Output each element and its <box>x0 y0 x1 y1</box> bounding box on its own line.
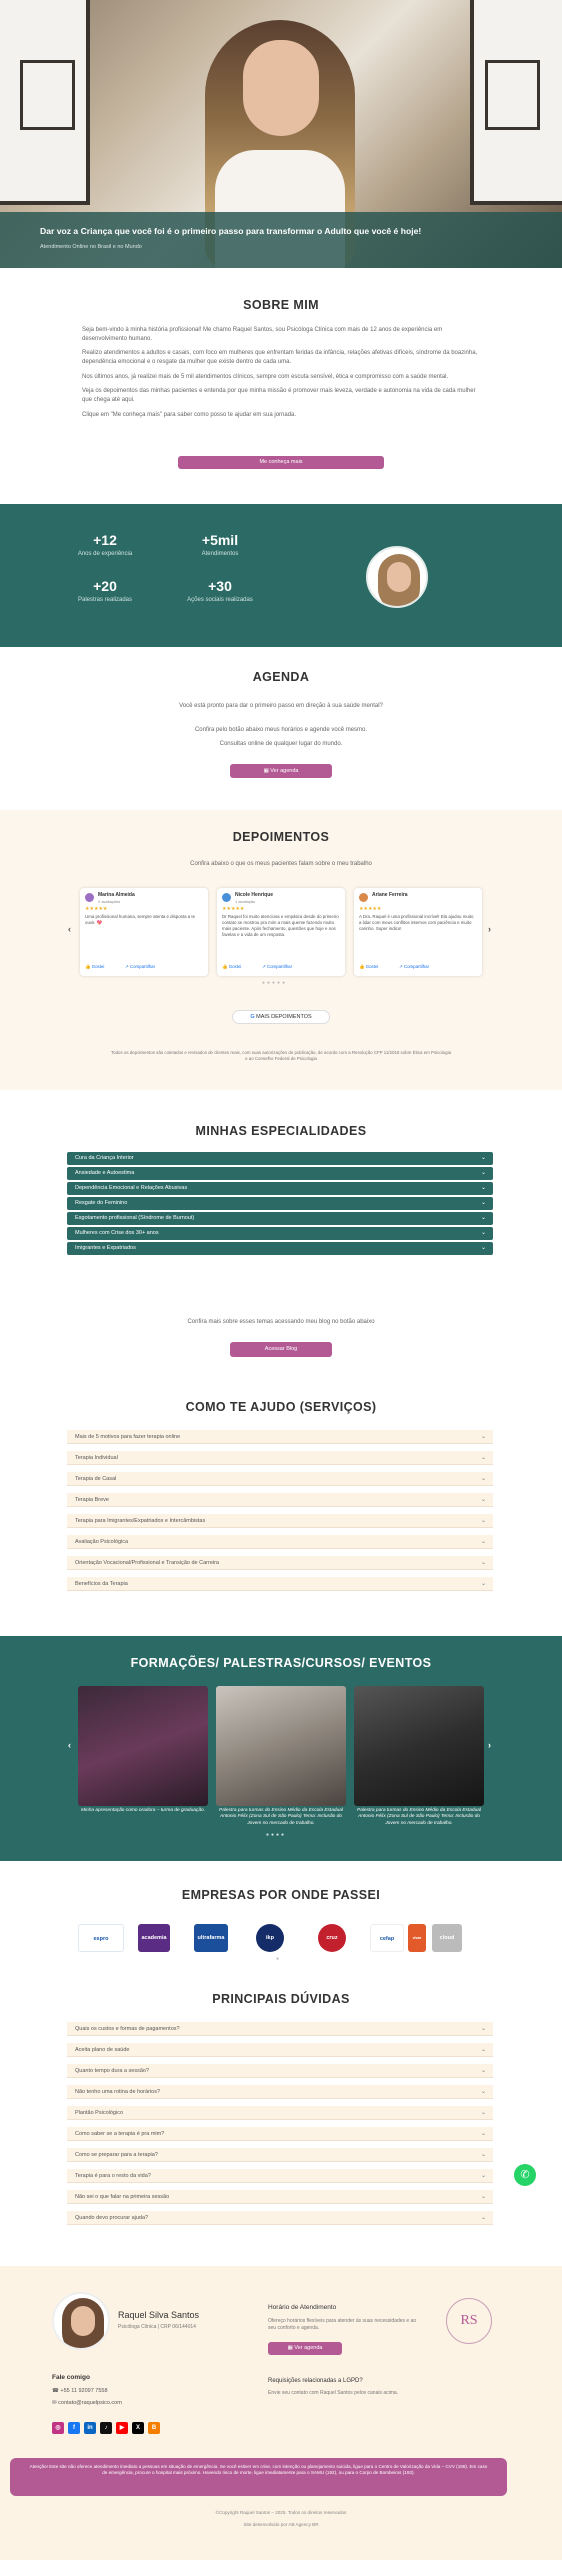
hours-title: Horário de Atendimento <box>268 2304 337 2311</box>
stats-section <box>0 504 562 647</box>
review-card <box>217 888 345 976</box>
section-title: SOBRE MIM <box>243 298 319 312</box>
section-title: COMO TE AJUDO (SERVIÇOS) <box>185 1400 377 1414</box>
hero-banner <box>0 212 562 268</box>
faq-item[interactable]: Aceita plano de saúde ⌄ <box>67 2043 493 2057</box>
like-button[interactable]: 👍 Gostei <box>85 964 105 969</box>
hero-subline: Atendimento Online no Brasil e no Mundo <box>40 244 142 250</box>
chevron-down-icon: ⌄ <box>480 1155 486 1161</box>
stat-label: Ações sociais realizadas <box>187 597 253 603</box>
review-meta: 1 avaliação <box>235 899 256 904</box>
section-title: PRINCIPAIS DÚVIDAS <box>212 1992 350 2006</box>
section-title: MINHAS ESPECIALIDADES <box>195 1124 367 1138</box>
companies-section <box>0 1876 562 1966</box>
chevron-down-icon: ⌄ <box>480 2068 486 2074</box>
stat-social <box>175 578 265 603</box>
agenda-text: Você está pronto para dar o primeiro passo em direção à sua saúde mental? <box>179 703 383 709</box>
faq-item[interactable]: Como saber se a terapia é pra mim? ⌄ <box>67 2127 493 2141</box>
faq-item[interactable]: Quanto tempo dura a sessão? ⌄ <box>67 2064 493 2078</box>
chevron-right-icon[interactable]: › <box>488 1740 491 1750</box>
linkedin-icon[interactable]: in <box>84 2422 96 2434</box>
stat-label: Palestras realizadas <box>77 597 133 603</box>
about-text <box>82 326 482 420</box>
chevron-down-icon: ⌄ <box>480 1518 486 1524</box>
rs-logo: RS <box>446 2298 492 2344</box>
faq-section <box>0 1982 562 2237</box>
chevron-down-icon: ⌄ <box>480 1245 486 1251</box>
chevron-down-icon: ⌄ <box>480 2152 486 2158</box>
testimonials-footnote: Todos os depoimentos são coletados e revisados de clientes reais, com suas autorizações de publicação, de acordo com a Resolução CFP 11/2018 sobre Ética em Psicologia e ao Conselho Federal de Psicologia <box>110 1050 452 1062</box>
about-section <box>0 280 562 502</box>
chevron-down-icon: ⌄ <box>480 2110 486 2116</box>
stat-value: +20 <box>93 578 117 594</box>
chevron-down-icon: ⌄ <box>480 1539 486 1545</box>
cloud-logo: cloud <box>432 1924 462 1952</box>
review-card <box>80 888 208 976</box>
chevron-down-icon: ⌄ <box>480 1170 486 1176</box>
button-label: Ver agenda <box>270 768 299 774</box>
chevron-left-icon[interactable]: ‹ <box>68 924 71 934</box>
service-item[interactable]: Terapia de Casal ⌄ <box>67 1472 493 1486</box>
chevron-down-icon: ⌄ <box>480 1230 486 1236</box>
see-agenda-button[interactable] <box>230 764 332 778</box>
like-button[interactable]: 👍 Gostei <box>222 964 242 969</box>
hours-text: Ofereço horários flexíveis para atender às suas necessidades e ao seu conforto e agenda. <box>268 2318 417 2331</box>
share-button[interactable]: ↗ Compartilhar <box>399 964 430 969</box>
about-paragraph: Veja os depoimentos das minhas pacientes e entenda por que minha missão é promover mais leveza, verdade e autonomia na vida de cada mulher que chega até aqui. <box>82 388 476 404</box>
google-icon: G <box>250 1014 257 1020</box>
ultrafarma-logo: ultrafarma <box>194 1924 228 1952</box>
stat-years <box>60 532 150 557</box>
youtube-icon[interactable]: ▶ <box>116 2422 128 2434</box>
faq-item[interactable]: Quando devo procurar ajuda? ⌄ <box>67 2211 493 2225</box>
service-item[interactable]: Mais de 5 motivos para fazer terapia online ⌄ <box>67 1430 493 1444</box>
specialties-section <box>0 1106 562 1346</box>
chevron-down-icon: ⌄ <box>480 1434 486 1440</box>
chevron-down-icon: ⌄ <box>480 1200 486 1206</box>
about-paragraph: Realizo atendimentos a adultos e casais, com foco em mulheres que enfrentam feridas da infância, relações afetivas difíceis, síndrome da boazinha, dependência emocional e o resgate da mulher que existe dentro de cada uma. <box>82 350 478 366</box>
chevron-down-icon: ⌄ <box>480 2194 486 2200</box>
carousel-dots[interactable]: ●●●● <box>266 1832 287 1838</box>
event-photo <box>216 1686 346 1806</box>
window-pane <box>20 60 75 130</box>
specialty-item[interactable]: Cura da Criança Interior ⌄ <box>67 1152 493 1165</box>
testimonials-section <box>0 810 562 1090</box>
chevron-down-icon: ⌄ <box>480 2173 486 2179</box>
section-title: AGENDA <box>252 670 310 684</box>
specialty-item[interactable]: Ansiedade e Autoestima ⌄ <box>67 1167 493 1180</box>
x-icon[interactable]: X <box>132 2422 144 2434</box>
star-rating: ★★★★★ <box>85 906 108 912</box>
chevron-down-icon: ⌄ <box>480 2089 486 2095</box>
service-item[interactable]: Terapia para Imigrantes/Expatriados e Intercâmbistas ⌄ <box>67 1514 493 1528</box>
chevron-down-icon: ⌄ <box>480 2047 486 2053</box>
agenda-section <box>0 660 562 802</box>
like-button[interactable]: 👍 Gostei <box>359 964 379 969</box>
chevron-down-icon: ⌄ <box>480 1455 486 1461</box>
vivae-logo: vivae <box>408 1924 426 1952</box>
blogger-icon[interactable]: B <box>148 2422 160 2434</box>
specialty-item[interactable]: Esgotamento profissional (Síndrome de Burnout) ⌄ <box>67 1212 493 1225</box>
chevron-down-icon: ⌄ <box>480 1560 486 1566</box>
service-item[interactable]: Benefícios da Terapia ⌄ <box>67 1577 493 1591</box>
event-photo <box>354 1686 484 1806</box>
footer <box>0 2266 562 2560</box>
lgpd-title: Requisições relacionadas a LGPD? <box>268 2378 363 2384</box>
service-item[interactable]: Terapia Individual ⌄ <box>67 1451 493 1465</box>
stat-talks <box>60 578 150 603</box>
testimonials-intro: Confira abaixo o que os meus pacientes falam sobre o meu trabalho <box>190 861 372 867</box>
mail-icon: ✉ <box>52 2400 59 2406</box>
blog-button[interactable]: Acessar Blog <box>230 1342 332 1357</box>
review-name: Marina Almeida <box>98 892 135 898</box>
emergency-notice: Atenção! Este site não oferece atendimento imediato a pessoas em situação de emergência. Se você estiver em crise, com intenção ou planejamento suicida, ligue para o Centro de Valorização da Vida – CVV (188). Em caso de emergência, procure o hospital mais próximo. Havendo risco de morte, ligue imediatamente para o SAMU (192), ou para o Corpo de Bombeiros (193). <box>10 2458 507 2496</box>
stat-label: Anos de experiência <box>77 551 133 557</box>
developer-credit[interactable]: Site desenvolvido por AB Agency BR <box>243 2522 319 2527</box>
faq-item[interactable]: Quais os custos e formas de pagamentos? ⌄ <box>67 2022 493 2036</box>
chevron-down-icon: ⌄ <box>480 1476 486 1482</box>
chevron-down-icon: ⌄ <box>480 2131 486 2137</box>
faq-item[interactable]: Não sei o que falar na primeira sessão ⌄ <box>67 2190 493 2204</box>
more-testimonials-button[interactable] <box>232 1010 330 1024</box>
specialty-item[interactable]: Mulheres com Crise dos 30+ anos ⌄ <box>67 1227 493 1240</box>
faq-item[interactable]: Terapia é para o resto da vida? ⌄ <box>67 2169 493 2183</box>
cefap-logo: cefap <box>370 1924 404 1952</box>
academia-logo: academia <box>138 1924 170 1952</box>
event-caption: Minha apresentação como oradora – turma de graduação. <box>81 1808 205 1813</box>
carousel-dots[interactable]: ● <box>276 1956 282 1962</box>
chevron-down-icon: ⌄ <box>480 1497 486 1503</box>
tiktok-icon[interactable]: ♪ <box>100 2422 112 2434</box>
footer-name: Raquel Silva Santos <box>118 2310 200 2320</box>
agenda-text: Confira pelo botão abaixo meus horários e agende você mesmo. <box>194 727 368 733</box>
about-paragraph: Clique em "Me conheça mais" para saber como posso te ajudar em sua jornada. <box>82 411 297 418</box>
phone-icon: ☎ <box>52 2388 61 2394</box>
lgpd-text: Envie seu contato com Raquel Santos pelos canais acima. <box>268 2390 399 2396</box>
chevron-right-icon[interactable]: › <box>488 924 491 934</box>
specialties-note: Confira mais sobre esses temas acessando meu blog no botão abaixo <box>187 1319 375 1325</box>
chevron-left-icon[interactable]: ‹ <box>68 1740 71 1750</box>
contact-title: Fale comigo <box>52 2374 90 2381</box>
chevron-down-icon: ⌄ <box>480 1185 486 1191</box>
facebook-icon[interactable]: f <box>68 2422 80 2434</box>
about-paragraph: Seja bem-vindo à minha história profissional! Me chamo Raquel Santos, sou Psicóloga Clínica com mais de 12 anos de experiência em desenvolvimento humano. <box>82 327 443 342</box>
faq-item[interactable]: Não tenho uma rotina de horários? ⌄ <box>67 2085 493 2099</box>
avatar <box>222 893 231 902</box>
chevron-down-icon: ⌄ <box>480 1581 486 1587</box>
instagram-icon[interactable]: ◎ <box>52 2422 64 2434</box>
section-title: EMPRESAS POR ONDE PASSEI <box>181 1888 381 1902</box>
hero-section <box>0 0 562 268</box>
copyright: ©Copyright Raquel Santos – 2025. Todos os direitos reservados <box>215 2510 347 2515</box>
specialty-item[interactable]: Resgate do Feminino ⌄ <box>67 1197 493 1210</box>
star-rating: ★★★★★ <box>222 906 245 912</box>
review-name: Nicole Henrique <box>235 892 274 898</box>
footer-role: Psicóloga Clínica | CRP 06/144014 <box>118 2324 196 2330</box>
window-pane <box>485 60 540 130</box>
section-title: FORMAÇÕES/ PALESTRAS/CURSOS/ EVENTOS <box>130 1656 432 1670</box>
about-paragraph: Nos últimos anos, já realizei mais de 5 mil atendimentos clínicos, sempre com escuta sensível, ética e compromisso com a saúde mental. <box>82 373 449 380</box>
stat-value: +12 <box>93 532 117 548</box>
profile-photo <box>366 546 428 608</box>
service-item[interactable]: Orientação Vocacional/Profissional e Transição de Carreira ⌄ <box>67 1556 493 1570</box>
events-section <box>0 1636 562 1861</box>
specialty-item[interactable]: Dependência Emocional e Relações Abusivas ⌄ <box>67 1182 493 1195</box>
review-meta: 2 avaliações <box>98 899 121 904</box>
faq-item[interactable]: Plantão Psicológico ⌄ <box>67 2106 493 2120</box>
calendar-icon: ▦ <box>287 2345 295 2351</box>
stat-sessions <box>175 532 265 557</box>
hero-headline: Dar voz a Criança que você foi é o primeiro passo para transformar o Adulto que você é hoje! <box>40 226 422 236</box>
button-label: MAIS DEPOIMENTOS <box>256 1014 312 1020</box>
agenda-text: Consultas online de qualquer lugar do mundo. <box>219 741 343 747</box>
services-section <box>0 1382 562 1604</box>
review-name: Ariane Ferreira <box>372 892 408 898</box>
event-photo <box>78 1686 208 1806</box>
avatar <box>359 893 368 902</box>
share-button[interactable]: ↗ Compartilhar <box>262 964 293 969</box>
service-item[interactable]: Avaliação Psicológica ⌄ <box>67 1535 493 1549</box>
star-rating: ★★★★★ <box>359 906 382 912</box>
footer-avatar <box>52 2292 110 2350</box>
espro-logo: espro <box>78 1924 124 1952</box>
stat-value: +5mil <box>201 532 239 548</box>
phone-link[interactable]: ☎ +55 11 92097 7558 <box>52 2388 108 2394</box>
calendar-icon: ▦ <box>263 768 271 774</box>
share-button[interactable]: ↗ Compartilhar <box>125 964 156 969</box>
section-title: DEPOIMENTOS <box>232 830 330 844</box>
carousel-dots[interactable]: ●●●●● <box>262 980 288 986</box>
chevron-down-icon: ⌄ <box>480 2026 486 2032</box>
service-item[interactable]: Terapia Breve ⌄ <box>67 1493 493 1507</box>
faq-item[interactable]: Como se preparar para a terapia? ⌄ <box>67 2148 493 2162</box>
review-card <box>354 888 482 976</box>
email-link[interactable]: ✉ contato@raquelpsico.com <box>52 2400 122 2406</box>
footer-agenda-button[interactable]: ▦ Ver agenda <box>268 2342 342 2355</box>
avatar <box>85 893 94 902</box>
chevron-down-icon: ⌄ <box>480 1215 486 1221</box>
whatsapp-icon[interactable]: ✆ <box>514 2164 536 2186</box>
cruz-logo: cruz <box>318 1924 346 1952</box>
event-caption: Palestra para turmas do Ensino Médio da Escola Estadual Antonio Félix (Zona Sul de São Paulo) Tema: Inclusão do Jovem no mercado de trabalho. <box>357 1808 481 1826</box>
chevron-down-icon: ⌄ <box>480 2215 486 2221</box>
review-text: Uma profissional humana, sempre atenta e disposta a te ouvir. 💖 <box>85 914 196 925</box>
ikp-logo: ikp <box>256 1924 284 1952</box>
know-more-button[interactable]: Me conheça mais <box>178 456 384 469</box>
stat-value: +30 <box>208 578 232 594</box>
specialty-item[interactable]: Imigrantes e Expatriados ⌄ <box>67 1242 493 1255</box>
stat-label: Atendimentos <box>201 551 239 557</box>
review-text: Dr Raquel foi muito atenciosa e empática desde do primeiro contato se mostrou pra mim a mais quente fazendo muito mais paciente. Após fechamento, questões que hoje e nos favelas e a vida de um resposta. <box>222 914 339 937</box>
event-caption: Palestra para turmas do Ensino Médio da Escola Estadual Antonio Félix (Zona Sul de São Paulo) Tema: Inclusão do Jovem no mercado de trabalho. <box>219 1808 343 1826</box>
review-text: A Dra. Raquel é uma profissional incrível! Ela ajudou muito a lidar com meus conflitos internos com paciência e muito carinho. Super indico! <box>359 914 474 931</box>
